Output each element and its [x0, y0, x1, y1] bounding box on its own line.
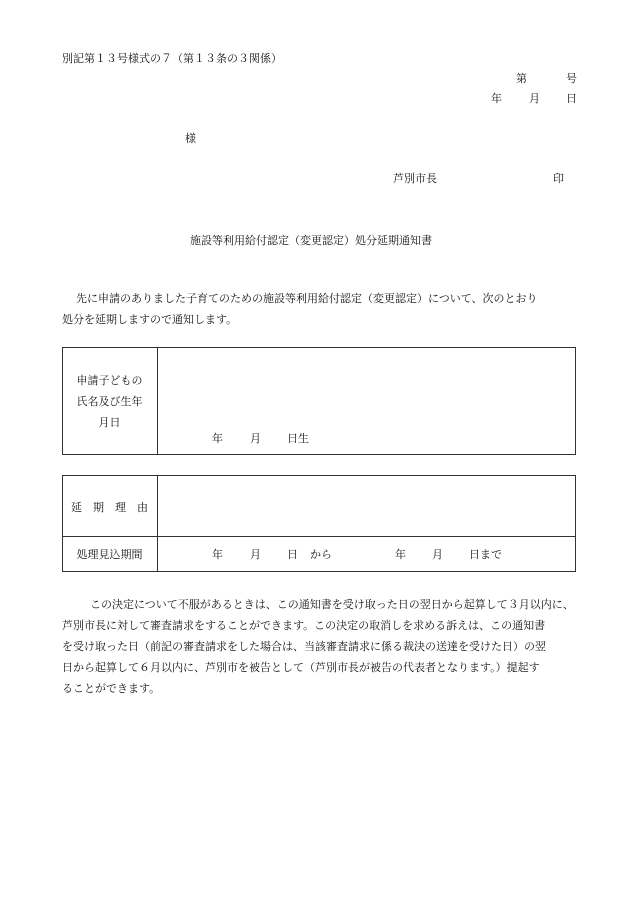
period-end-year: 年 — [395, 548, 406, 561]
birth-month: 月 — [250, 432, 261, 445]
number-dai: 第 — [516, 72, 527, 85]
date-month: 月 — [529, 92, 540, 105]
seal-mark: 印 — [553, 172, 564, 185]
notice-line-2: 芦別市長に対して審査請求をすることができます。この決定の取消しを求める訴えは、この通知書 — [62, 619, 546, 632]
date-year: 年 — [491, 92, 502, 105]
birth-day: 日生 — [287, 432, 309, 445]
period-end-month: 月 — [432, 548, 443, 561]
notice-line-1: この決定について不服があるときは、この通知書を受け取った日の翌日から起算して３月以内に、 — [90, 598, 574, 611]
child-info-label-line-1: 申請子どもの — [76, 374, 143, 387]
child-info-label-line-2: 氏名及び生年 — [76, 395, 143, 408]
document-title: 施設等利用給付認定（変更認定）処分延期通知書 — [190, 234, 432, 247]
period-from: から — [310, 548, 332, 561]
form-reference: 別記第１３号様式の７（第１３条の３関係） — [62, 52, 282, 65]
deferral-reason-label: 延 期 理 由 — [71, 501, 148, 514]
addressee-suffix: 様 — [185, 132, 196, 145]
notice-line-3: を受け取った日（前記の審査請求をした場合は、当該審査請求に係る裁決の送達を受けた日）の翌 — [62, 640, 546, 653]
date-day: 日 — [566, 92, 577, 105]
intro-line-2: 処分を延期しますので通知します。 — [62, 313, 238, 326]
period-end-day: 日まで — [469, 548, 502, 561]
child-info-label — [62, 370, 157, 433]
child-info-label-line-3: 月日 — [98, 416, 121, 429]
processing-period-label: 処理見込期間 — [76, 548, 143, 561]
birth-year: 年 — [212, 432, 223, 445]
intro-line-1: 先に申請のありました子育てのための施設等利用給付認定（変更認定）について、次のとおり — [76, 292, 538, 305]
notice-line-4: 日から起算して６月以内に、芦別市を被告として（芦別市長が被告の代表者となります。）提起す — [62, 661, 540, 674]
period-start-month: 月 — [250, 548, 261, 561]
issuer-title: 芦別市長 — [393, 172, 437, 185]
number-go: 号 — [566, 72, 577, 85]
period-start-year: 年 — [212, 548, 223, 561]
period-start-day: 日 — [287, 548, 298, 561]
notice-line-5: ることができます。 — [62, 682, 161, 695]
